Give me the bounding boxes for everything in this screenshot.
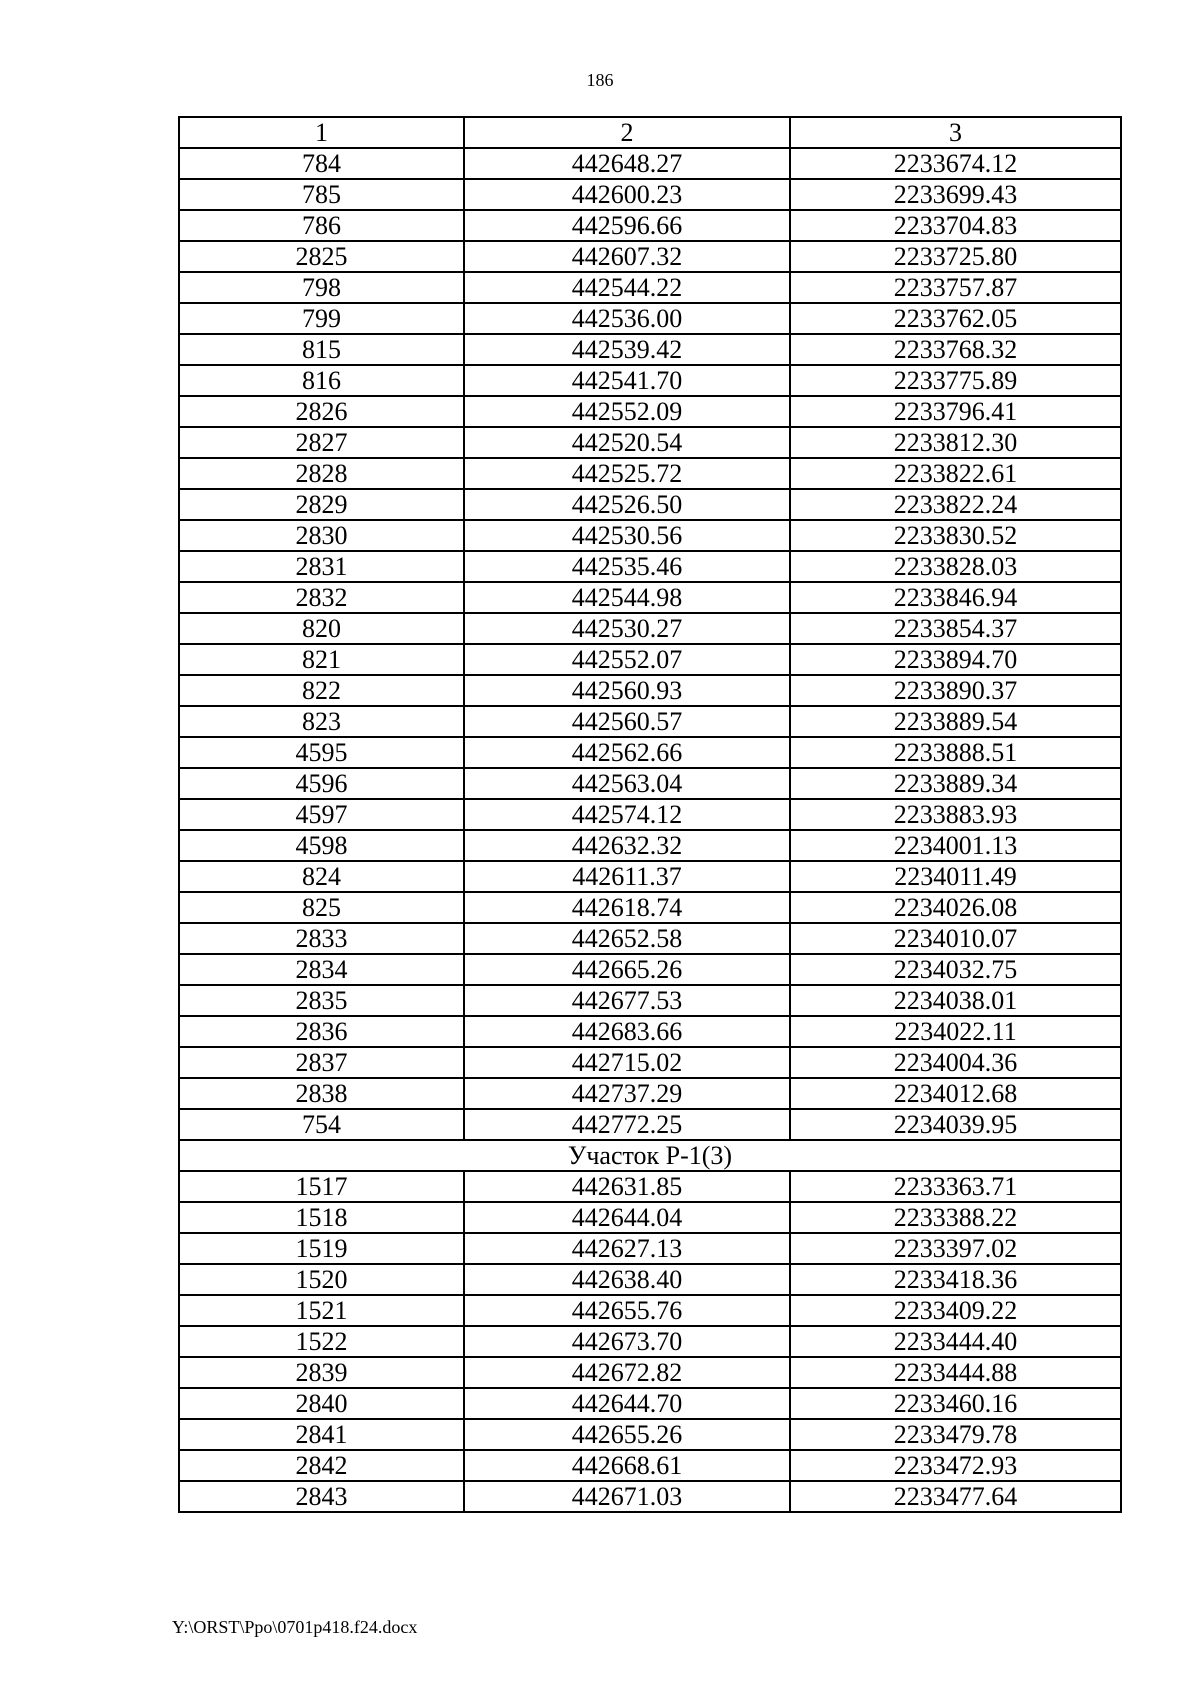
x-coordinate-cell: 442644.04: [464, 1202, 790, 1233]
x-coordinate-cell: 442552.09: [464, 396, 790, 427]
point-number-cell: 2842: [179, 1450, 464, 1481]
point-number-cell: 2839: [179, 1357, 464, 1388]
point-number-cell: 1519: [179, 1233, 464, 1264]
point-number-cell: 2828: [179, 458, 464, 489]
footer-file-path: Y:\ORST\Ppo\0701p418.f24.docx: [172, 1617, 418, 1637]
x-coordinate-cell: 442535.46: [464, 551, 790, 582]
x-coordinate-cell: 442560.57: [464, 706, 790, 737]
point-number-cell: 2838: [179, 1078, 464, 1109]
y-coordinate-cell: 2234010.07: [790, 923, 1121, 954]
y-coordinate-cell: 2233890.37: [790, 675, 1121, 706]
point-number-cell: 2835: [179, 985, 464, 1016]
table-header-row: [179, 117, 1121, 148]
y-coordinate-cell: 2233828.03: [790, 551, 1121, 582]
page-number: 186: [586, 70, 614, 90]
table-row: [179, 520, 1121, 551]
y-coordinate-cell: 2233397.02: [790, 1233, 1121, 1264]
point-number-cell: 2830: [179, 520, 464, 551]
x-coordinate-cell: 442648.27: [464, 148, 790, 179]
y-coordinate-cell: 2234012.68: [790, 1078, 1121, 1109]
x-coordinate-cell: 442632.32: [464, 830, 790, 861]
y-coordinate-cell: 2233477.64: [790, 1481, 1121, 1512]
y-coordinate-cell: 2233830.52: [790, 520, 1121, 551]
x-coordinate-cell: 442563.04: [464, 768, 790, 799]
y-coordinate-cell: 2233363.71: [790, 1171, 1121, 1202]
point-number-cell: 1518: [179, 1202, 464, 1233]
x-coordinate-cell: 442644.70: [464, 1388, 790, 1419]
x-coordinate-cell: 442607.32: [464, 241, 790, 272]
y-coordinate-cell: 2234026.08: [790, 892, 1121, 923]
table-row: [179, 1078, 1121, 1109]
point-number-cell: 2826: [179, 396, 464, 427]
x-coordinate-cell: 442560.93: [464, 675, 790, 706]
point-number-cell: 784: [179, 148, 464, 179]
x-coordinate-cell: 442672.82: [464, 1357, 790, 1388]
table-row: [179, 1326, 1121, 1357]
x-coordinate-cell: 442544.22: [464, 272, 790, 303]
point-number-cell: 2825: [179, 241, 464, 272]
x-coordinate-cell: 442618.74: [464, 892, 790, 923]
x-coordinate-cell: 442652.58: [464, 923, 790, 954]
y-coordinate-cell: 2233894.70: [790, 644, 1121, 675]
y-coordinate-cell: 2233444.88: [790, 1357, 1121, 1388]
x-coordinate-cell: 442671.03: [464, 1481, 790, 1512]
x-coordinate-cell: 442737.29: [464, 1078, 790, 1109]
table-row: [179, 1109, 1121, 1140]
y-coordinate-cell: 2233768.32: [790, 334, 1121, 365]
x-coordinate-cell: 442520.54: [464, 427, 790, 458]
y-coordinate-cell: 2233883.93: [790, 799, 1121, 830]
table-row: [179, 985, 1121, 1016]
point-number-cell: 1522: [179, 1326, 464, 1357]
table-row: [179, 241, 1121, 272]
point-number-cell: 2834: [179, 954, 464, 985]
y-coordinate-cell: 2233796.41: [790, 396, 1121, 427]
x-coordinate-cell: 442665.26: [464, 954, 790, 985]
x-coordinate-cell: 442525.72: [464, 458, 790, 489]
point-number-cell: 2832: [179, 582, 464, 613]
table-row: [179, 272, 1121, 303]
header-cell-3: 3: [790, 117, 1121, 148]
point-number-cell: 798: [179, 272, 464, 303]
y-coordinate-cell: 2233479.78: [790, 1419, 1121, 1450]
y-coordinate-cell: 2234039.95: [790, 1109, 1121, 1140]
table-row: [179, 830, 1121, 861]
table-row: [179, 489, 1121, 520]
point-number-cell: 2833: [179, 923, 464, 954]
y-coordinate-cell: 2234001.13: [790, 830, 1121, 861]
table-row: [179, 179, 1121, 210]
table-row: [179, 1016, 1121, 1047]
x-coordinate-cell: 442536.00: [464, 303, 790, 334]
y-coordinate-cell: 2233775.89: [790, 365, 1121, 396]
x-coordinate-cell: 442673.70: [464, 1326, 790, 1357]
x-coordinate-cell: 442541.70: [464, 365, 790, 396]
x-coordinate-cell: 442526.50: [464, 489, 790, 520]
x-coordinate-cell: 442655.76: [464, 1295, 790, 1326]
y-coordinate-cell: 2233699.43: [790, 179, 1121, 210]
point-number-cell: 2836: [179, 1016, 464, 1047]
point-number-cell: 4596: [179, 768, 464, 799]
x-coordinate-cell: 442530.56: [464, 520, 790, 551]
x-coordinate-cell: 442638.40: [464, 1264, 790, 1295]
table-row: [179, 1233, 1121, 1264]
table-row: [179, 954, 1121, 985]
table-row: [179, 1171, 1121, 1202]
point-number-cell: 785: [179, 179, 464, 210]
x-coordinate-cell: 442655.26: [464, 1419, 790, 1450]
table-row: [179, 1450, 1121, 1481]
y-coordinate-cell: 2233812.30: [790, 427, 1121, 458]
y-coordinate-cell: 2233674.12: [790, 148, 1121, 179]
y-coordinate-cell: 2233418.36: [790, 1264, 1121, 1295]
point-number-cell: 1520: [179, 1264, 464, 1295]
y-coordinate-cell: 2234038.01: [790, 985, 1121, 1016]
point-number-cell: 786: [179, 210, 464, 241]
x-coordinate-cell: 442562.66: [464, 737, 790, 768]
table-row: [179, 427, 1121, 458]
x-coordinate-cell: 442544.98: [464, 582, 790, 613]
table-row: [179, 551, 1121, 582]
table-row: [179, 148, 1121, 179]
table-row: [179, 210, 1121, 241]
x-coordinate-cell: 442677.53: [464, 985, 790, 1016]
x-coordinate-cell: 442552.07: [464, 644, 790, 675]
table-row: [179, 334, 1121, 365]
point-number-cell: 2831: [179, 551, 464, 582]
point-number-cell: 824: [179, 861, 464, 892]
table-row: [179, 1481, 1121, 1512]
point-number-cell: 4597: [179, 799, 464, 830]
table-row: [179, 675, 1121, 706]
point-number-cell: 821: [179, 644, 464, 675]
y-coordinate-cell: 2233472.93: [790, 1450, 1121, 1481]
point-number-cell: 754: [179, 1109, 464, 1140]
y-coordinate-cell: 2233388.22: [790, 1202, 1121, 1233]
table-row: [179, 923, 1121, 954]
y-coordinate-cell: 2234011.49: [790, 861, 1121, 892]
x-coordinate-cell: 442631.85: [464, 1171, 790, 1202]
table-body: [179, 117, 1121, 1512]
table-row: [179, 892, 1121, 923]
point-number-cell: 823: [179, 706, 464, 737]
point-number-cell: 1517: [179, 1171, 464, 1202]
y-coordinate-cell: 2233757.87: [790, 272, 1121, 303]
x-coordinate-cell: 442611.37: [464, 861, 790, 892]
point-number-cell: 822: [179, 675, 464, 706]
point-number-cell: 825: [179, 892, 464, 923]
table-row: [179, 458, 1121, 489]
y-coordinate-cell: 2234004.36: [790, 1047, 1121, 1078]
y-coordinate-cell: 2233822.24: [790, 489, 1121, 520]
y-coordinate-cell: 2233822.61: [790, 458, 1121, 489]
point-number-cell: 815: [179, 334, 464, 365]
table-row: [179, 737, 1121, 768]
table-row: [179, 1419, 1121, 1450]
point-number-cell: 2827: [179, 427, 464, 458]
y-coordinate-cell: 2233409.22: [790, 1295, 1121, 1326]
table-row: [179, 706, 1121, 737]
y-coordinate-cell: 2233889.34: [790, 768, 1121, 799]
table-row: [179, 1357, 1121, 1388]
coordinates-table: [178, 116, 1122, 1513]
point-number-cell: 799: [179, 303, 464, 334]
table-row: [179, 303, 1121, 334]
point-number-cell: 2829: [179, 489, 464, 520]
table-row: [179, 1202, 1121, 1233]
table-row: [179, 644, 1121, 675]
x-coordinate-cell: 442627.13: [464, 1233, 790, 1264]
x-coordinate-cell: 442596.66: [464, 210, 790, 241]
section-title: Участок Р-1(3): [179, 1140, 1121, 1171]
table-row: [179, 1295, 1121, 1326]
header-cell-1: 1: [179, 117, 464, 148]
x-coordinate-cell: 442668.61: [464, 1450, 790, 1481]
table-row: [179, 613, 1121, 644]
table-row: [179, 1388, 1121, 1419]
x-coordinate-cell: 442574.12: [464, 799, 790, 830]
y-coordinate-cell: 2233889.54: [790, 706, 1121, 737]
point-number-cell: 2840: [179, 1388, 464, 1419]
point-number-cell: 4598: [179, 830, 464, 861]
table-row: [179, 365, 1121, 396]
header-cell-2: 2: [464, 117, 790, 148]
y-coordinate-cell: 2233460.16: [790, 1388, 1121, 1419]
table-row: [179, 1264, 1121, 1295]
table-row: [179, 768, 1121, 799]
point-number-cell: 2841: [179, 1419, 464, 1450]
y-coordinate-cell: 2233444.40: [790, 1326, 1121, 1357]
point-number-cell: 816: [179, 365, 464, 396]
y-coordinate-cell: 2234032.75: [790, 954, 1121, 985]
y-coordinate-cell: 2234022.11: [790, 1016, 1121, 1047]
point-number-cell: 1521: [179, 1295, 464, 1326]
y-coordinate-cell: 2233854.37: [790, 613, 1121, 644]
y-coordinate-cell: 2233888.51: [790, 737, 1121, 768]
table-row: [179, 1047, 1121, 1078]
y-coordinate-cell: 2233762.05: [790, 303, 1121, 334]
point-number-cell: 2837: [179, 1047, 464, 1078]
x-coordinate-cell: 442715.02: [464, 1047, 790, 1078]
y-coordinate-cell: 2233725.80: [790, 241, 1121, 272]
section-row: [179, 1140, 1121, 1171]
x-coordinate-cell: 442683.66: [464, 1016, 790, 1047]
point-number-cell: 2843: [179, 1481, 464, 1512]
table-row: [179, 799, 1121, 830]
x-coordinate-cell: 442530.27: [464, 613, 790, 644]
table-row: [179, 396, 1121, 427]
table-row: [179, 582, 1121, 613]
x-coordinate-cell: 442539.42: [464, 334, 790, 365]
point-number-cell: 4595: [179, 737, 464, 768]
x-coordinate-cell: 442772.25: [464, 1109, 790, 1140]
table-row: [179, 861, 1121, 892]
x-coordinate-cell: 442600.23: [464, 179, 790, 210]
point-number-cell: 820: [179, 613, 464, 644]
y-coordinate-cell: 2233846.94: [790, 582, 1121, 613]
y-coordinate-cell: 2233704.83: [790, 210, 1121, 241]
